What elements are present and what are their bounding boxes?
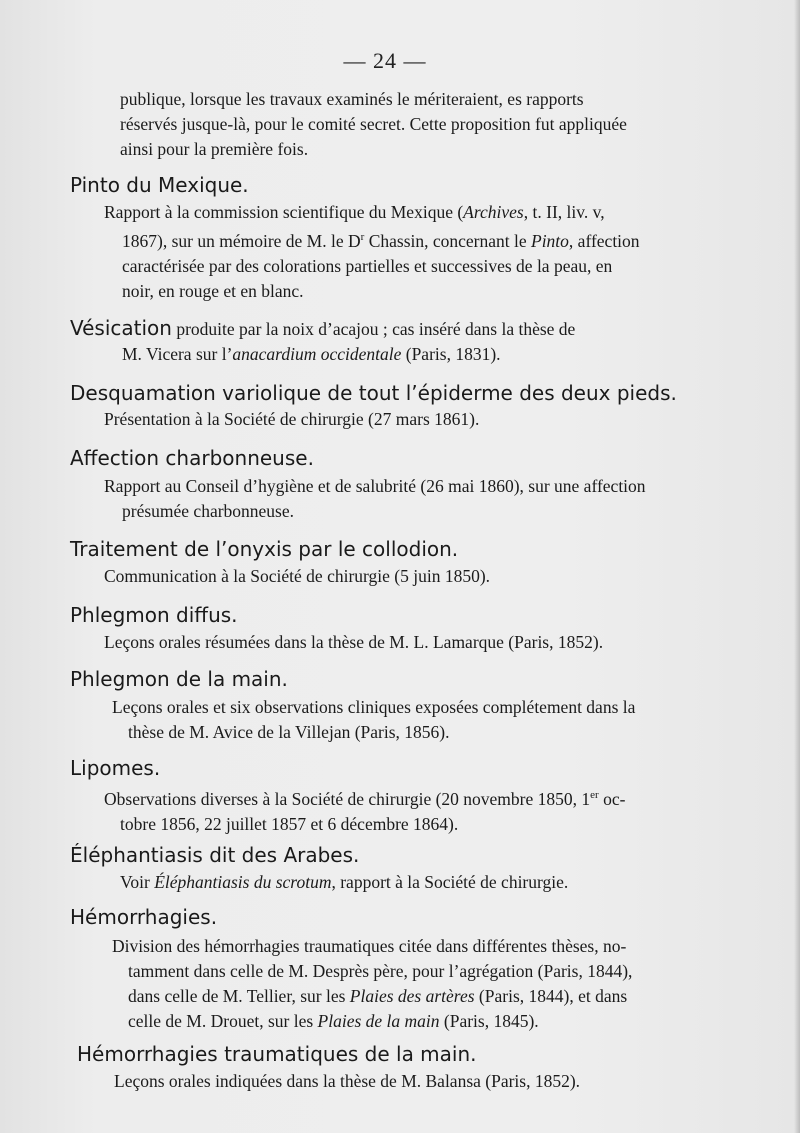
text-run: (Paris, 1831). bbox=[401, 344, 501, 364]
page-number: — 24 — bbox=[343, 48, 427, 73]
entry-text bbox=[104, 200, 640, 304]
intro-line: publique, lorsque les travaux examinés le mériteraient, es rapports bbox=[120, 89, 584, 109]
entry-line bbox=[112, 1009, 632, 1034]
entry-heading: Phlegmon diffus. bbox=[70, 603, 238, 627]
entry-line: Leçons orales et six observations cliniques exposées complétement dans la bbox=[112, 697, 636, 717]
entry-heading: Pinto du Mexique. bbox=[70, 173, 249, 197]
entry-line bbox=[112, 984, 632, 1009]
entry-heading: Traitement de l’onyxis par le collodion. bbox=[70, 537, 459, 561]
entry-heading-rest: produite par la noix d’acajou ; cas inséré dans la thèse de bbox=[171, 319, 576, 339]
entry-line: noir, en rouge et en blanc. bbox=[122, 280, 304, 301]
text-run: (Paris, 1845). bbox=[439, 1011, 539, 1031]
entry-line: Communication à la Société de chirurgie (5 juin 1850). bbox=[104, 566, 491, 586]
intro-line: ainsi pour la première fois. bbox=[120, 139, 309, 159]
superscript: er bbox=[590, 789, 599, 801]
text-run: , affection bbox=[568, 230, 640, 251]
text-run: , rapport à la Société de chirurgie. bbox=[331, 872, 569, 892]
italic-run: Éléphantiasis du scrotum bbox=[154, 872, 332, 892]
italic-run: Pinto bbox=[531, 230, 569, 251]
entry-heading: Affection charbonneuse. bbox=[70, 446, 314, 470]
entry-text bbox=[104, 474, 646, 524]
entry-line bbox=[104, 225, 640, 254]
entry-line: tobre 1856, 22 juillet 1857 et 6 décembre 1864). bbox=[120, 813, 459, 834]
superscript: r bbox=[360, 231, 365, 243]
entry-line: Leçons orales résumées dans la thèse de M. L. Lamarque (Paris, 1852). bbox=[104, 632, 604, 652]
entry-line: tamment dans celle de M. Desprès père, pour l’agrégation (Paris, 1844), bbox=[128, 961, 633, 981]
italic-run: anacardium occidentale bbox=[232, 344, 402, 364]
text-run: Chassin, concernant le bbox=[364, 230, 531, 251]
entry-text bbox=[104, 407, 479, 432]
text-run: oc- bbox=[598, 788, 626, 809]
entry-heading: Phlegmon de la main. bbox=[70, 667, 288, 691]
entry-heading: Vésication bbox=[70, 316, 172, 340]
italic-run: Plaies des artères bbox=[349, 986, 475, 1006]
entry-line: Rapport au Conseil d’hygiène et de salubrité (26 mai 1860), sur une affection bbox=[104, 476, 646, 496]
entry-heading: Hémorrhagies traumatiques de la main. bbox=[77, 1042, 477, 1066]
entry-text bbox=[112, 695, 635, 745]
text-run: , t. II, liv. v, bbox=[523, 202, 605, 222]
entry-line: Présentation à la Société de chirurgie (27 mars 1861). bbox=[104, 409, 480, 429]
entry-heading: Desquamation variolique de tout l’épiderme des deux pieds. bbox=[70, 381, 677, 405]
entry-text bbox=[120, 870, 568, 895]
text-run: M. Vicera sur l’ bbox=[122, 344, 233, 364]
entry-line bbox=[104, 200, 640, 225]
intro-paragraph bbox=[120, 87, 720, 162]
entry-text bbox=[112, 934, 632, 1034]
entry-line bbox=[120, 870, 568, 895]
entry-text bbox=[104, 564, 490, 589]
entry-heading: Hémorrhagies. bbox=[70, 905, 218, 929]
entry-heading-line bbox=[70, 316, 575, 340]
entry-heading: Éléphantiasis dit des Arabes. bbox=[70, 843, 360, 867]
intro-line: réservés jusque-là, pour le comité secret. Cette proposition fut appliquée bbox=[120, 114, 627, 134]
italic-run: Archives bbox=[463, 202, 524, 222]
text-run: dans celle de M. Tellier, sur les bbox=[128, 986, 350, 1006]
text-run: celle de M. Drouet, sur les bbox=[128, 1011, 318, 1031]
entry-line: caractérisée par des colorations partielles et successives de la peau, en bbox=[122, 255, 613, 276]
entry-text bbox=[122, 342, 501, 367]
entry-line: présumée charbonneuse. bbox=[122, 501, 295, 521]
entry-line: Division des hémorrhagies traumatiques citée dans différentes thèses, no- bbox=[112, 936, 627, 956]
entry-line: thèse de M. Avice de la Villejan (Paris, 1856). bbox=[128, 722, 450, 742]
entry-heading: Lipomes. bbox=[70, 756, 161, 780]
text-run: 1867), sur un mémoire de M. le D bbox=[122, 230, 361, 251]
text-run: Observations diverses à la Société de chirurgie (20 novembre 1850, 1 bbox=[104, 788, 591, 809]
entry-line bbox=[104, 783, 625, 812]
entry-line bbox=[122, 342, 501, 367]
entry-text bbox=[104, 783, 625, 837]
page-edge-shadow bbox=[794, 0, 800, 1133]
text-run: Voir bbox=[120, 872, 155, 892]
text-run: (Paris, 1844), et dans bbox=[474, 986, 628, 1006]
text-run: Rapport à la commission scientifique du Mexique ( bbox=[104, 202, 464, 222]
entry-text bbox=[114, 1069, 580, 1094]
italic-run: Plaies de la main bbox=[317, 1011, 440, 1031]
entry-line: Leçons orales indiquées dans la thèse de M. Balansa (Paris, 1852). bbox=[114, 1071, 581, 1091]
entry-text bbox=[104, 630, 603, 655]
